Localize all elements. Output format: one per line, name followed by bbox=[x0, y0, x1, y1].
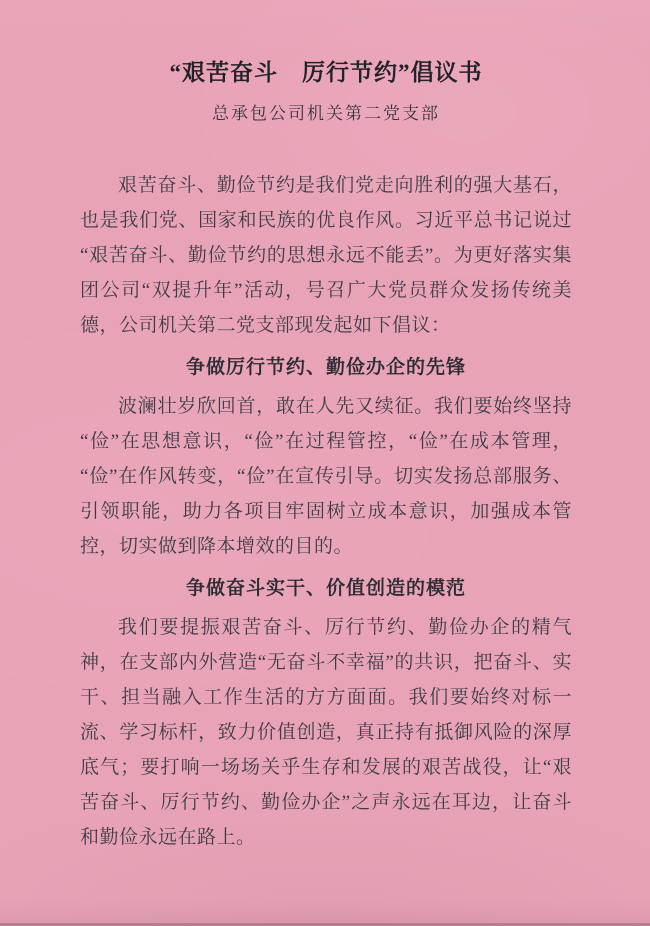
paragraph-introduction: 艰苦奋斗、勤俭节约是我们党走向胜利的强大基石，也是我们党、国家和民族的优良作风。习近平总书记说过“艰苦奋斗、勤俭节约的思想永远不能丢”。为更好落实集团公司“双提升年”活动，号召广大党员群众发扬传统美德，公司机关第二党支部现发起如下倡议： bbox=[80, 175, 572, 336]
document-title: “艰苦奋斗 厉行节约”倡议书 bbox=[169, 60, 483, 85]
section-heading-hard-work: 争做奋斗实干、价值创造的模范 bbox=[185, 578, 466, 599]
section-heading-frugality: 争做厉行节约、勤俭办企的先锋 bbox=[185, 357, 466, 378]
document-subtitle: 总承包公司机关第二党支部 bbox=[212, 104, 440, 123]
paragraph-hard-work: 我们要提振艰苦奋斗、厉行节约、勤俭办企的精气神，在支部内外营造“无奋斗不幸福”的共识，把奋斗、实干、担当融入工作生活的方方面面。我们要始终对标一流、学习标杆，致力价值创造，真正持有抵御风险的深厚底气；要打响一场场关乎生存和发展的艰苦战役，让“艰苦奋斗、厉行节约、勤俭办企”之声永远在耳边，让奋斗和勤俭永远在路上。 bbox=[80, 617, 572, 848]
paragraph-frugality: 波澜壮岁欣回首，敢在人先又续征。我们要始终坚持“俭”在思想意识，“俭”在过程管控，“俭”在成本管理，“俭”在作风转变，“俭”在宣传引导。切实发扬总部服务、引领职能，助力各项目牢固树立成本意识，加强成本管控，切实做到降本增效的目的。 bbox=[80, 396, 572, 557]
